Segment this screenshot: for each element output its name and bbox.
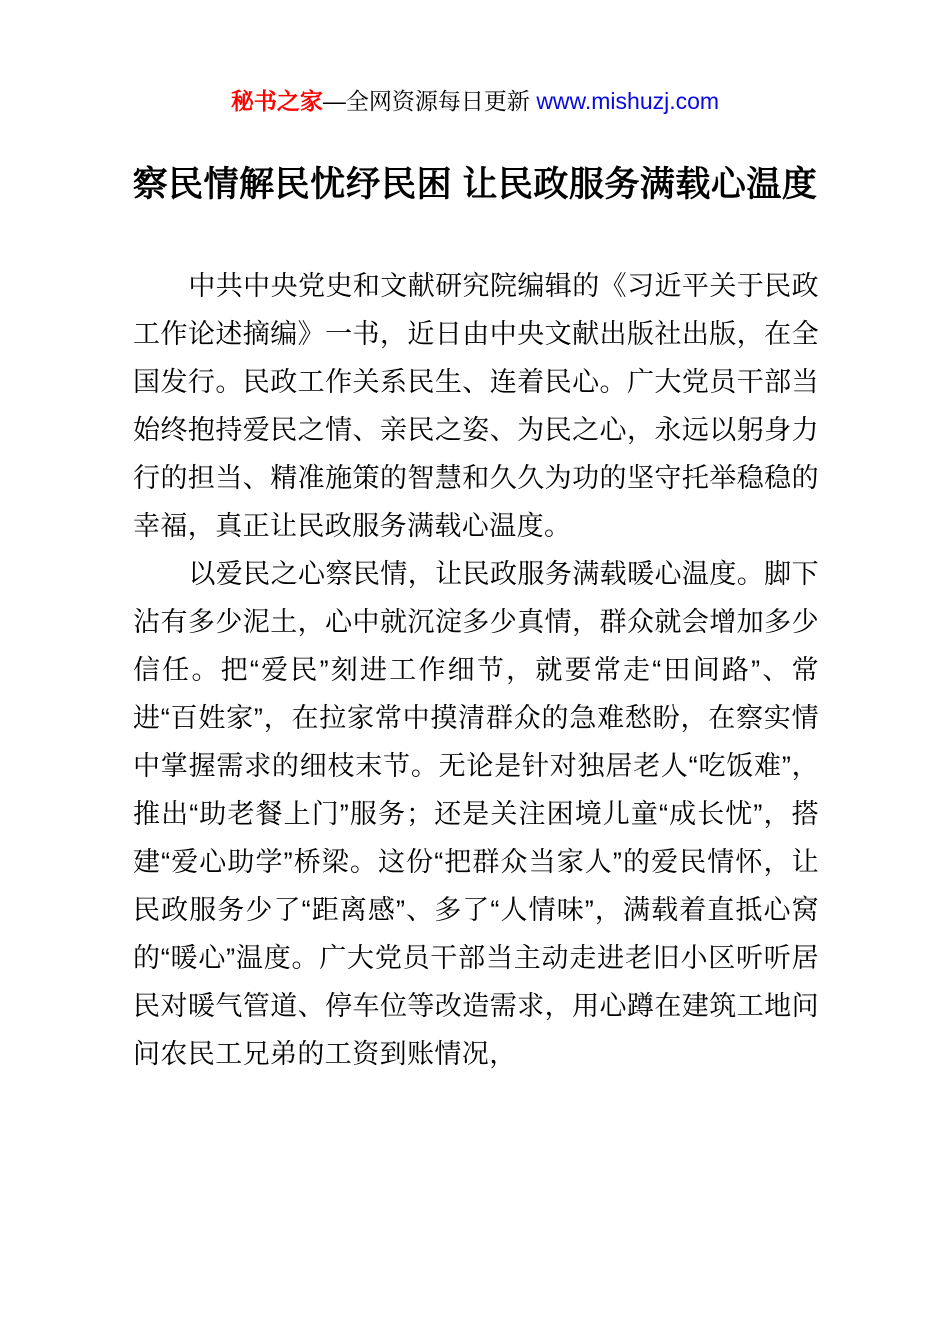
site-url-link[interactable]: www.mishuzj.com <box>536 88 720 114</box>
document-title: 察民情解民忧纾民困 让民政服务满载心温度 <box>132 165 818 204</box>
body-paragraph: 以爱民之心察民情，让民政服务满载暖心温度。脚下沾有多少泥土，心中就沉淀多少真情，群众就会增加多少信任。把“爱民”刻进工作细节，就要常走“田间路”、常进“百姓家”，在拉家常中摸清群众的急难愁盼，在察实情中掌握需求的细枝末节。无论是针对独居老人“吃饭难”，推出“助老餐上门”服务；还是关注困境儿童“成长忧”，搭建“爱心助学”桥梁。这份“把群众当家人”的爱民情怀，让民政服务少了“距离感”、多了“人情味”，满载着直抵心窝的“暖心”温度。广大党员干部当主动走进老旧小区听听居民对暖气管道、停车位等改造需求，用心蹲在建筑工地问问农民工兄弟的工资到账情况， <box>133 559 819 1069</box>
body-paragraph: 中共中央党史和文献研究院编辑的《习近平关于民政工作论述摘编》一书，近日由中央文献出版社出版，在全国发行。民政工作关系民生、连着民心。广大党员干部当始终抱持爱民之情、亲民之姿、为民之心，永远以躬身力行的担当、精准施策的智慧和久久为功的坚守托举稳稳的幸福，真正让民政服务满载心温度。 <box>133 271 819 541</box>
site-header <box>0 0 950 116</box>
site-tagline: —全网资源每日更新 <box>322 88 537 114</box>
site-name: 秘书之家 <box>230 88 323 114</box>
document-body <box>0 262 950 1078</box>
